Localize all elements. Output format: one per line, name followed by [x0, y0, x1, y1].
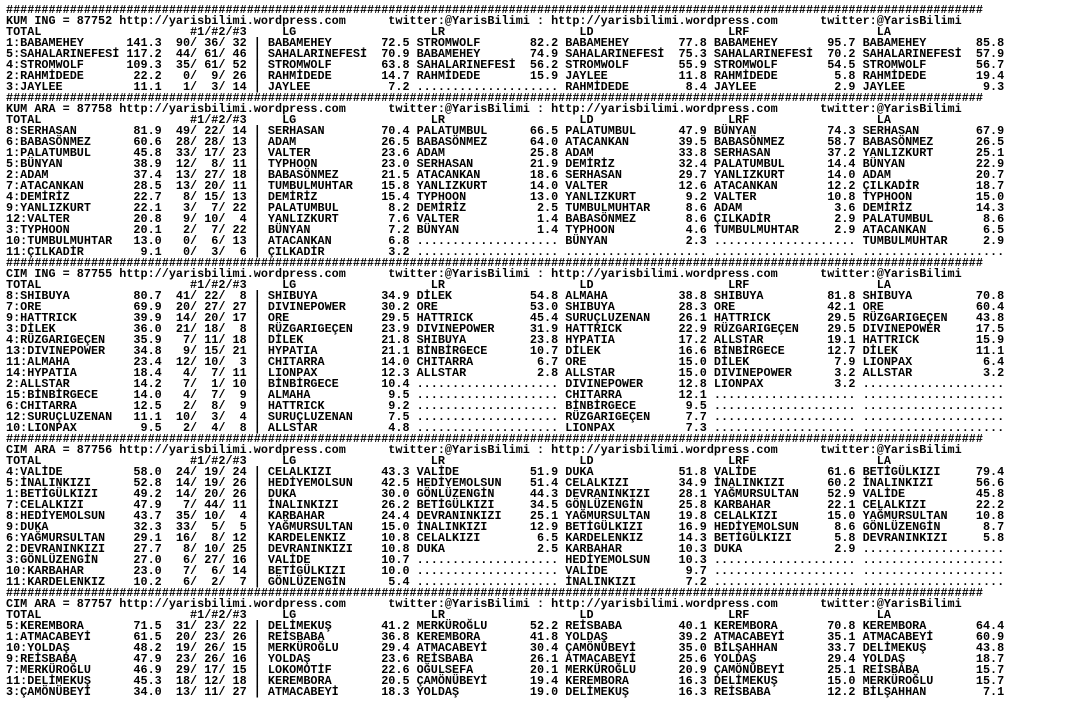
text-line: 11:ÇILKADİR 9.1 0/ 3/ 6 | ÇILKADİR 3.2 .................... .................... .................... .................... [6, 245, 1005, 259]
text-line: TOTAL #1/#2/#3 LG LR LD LRF LA [6, 25, 891, 39]
race-statistics-sheet [6, 5, 1066, 705]
text-line: 12:SURUÇLUZENAN 11.1 10/ 3/ 4 | SURUÇLUZENAN 7.5 .................... RÜZGARIGEÇEN 7.7 .................... .................... [6, 410, 1005, 424]
text-line: 3:TYPHOON 20.1 2/ 7/ 22 | BÜNYAN 7.2 BÜNYAN 1.4 TYPHOON 4.6 TUMBULMUHTAR 2.9 ATACANKAN 6.5 [6, 223, 1005, 237]
text-line: CIM ING = 87755 http://yarisbilimi.wordpress.com twitter:@YarisBilimi : http://yarisbilimi.wordpress.com twitter:@YarisBilimi [6, 267, 962, 281]
text-line: 1:BETİGÜLKIZI 49.2 14/ 20/ 26 | DUKA 30.0 GÖNLÜZENGİN 44.3 DEVRANINKIZI 28.1 YAĞMURSULTAN 52.9 VALİDE 45.8 [6, 487, 1005, 501]
text-line: 8:SHIBUYA 80.7 41/ 22/ 8 | SHIBUYA 34.9 DİLEK 54.8 ALMAHA 38.8 SHIBUYA 81.8 SHIBUYA 70.8 [6, 289, 1005, 303]
text-line: 10:YOLDAŞ 48.2 19/ 26/ 15 | MERKÜROĞLU 29.4 ATMACABEYİ 30.4 ÇAMÖNÜBEYİ 35.0 BİLŞAHHAN 33.7 DELİMEKUŞ 43.8 [6, 641, 1005, 655]
text-line: 15:BİNBİRGECE 14.0 4/ 7/ 9 | ALMAHA 9.5 .................... CHITARRA 12.1 .................... .................... [6, 388, 1005, 402]
text-line: ########################################################################################################################################## [6, 432, 983, 446]
text-line: 9:DUKA 32.3 33/ 5/ 5 | YAĞMURSULTAN 15.0 İNALINKIZI 12.9 BETİGÜLKIZI 16.9 HEDİYEMOLSUN 8.6 GÖNLÜZENGİN 8.7 [6, 520, 1005, 534]
text-line: 5:İNALINKIZI 52.8 14/ 19/ 26 | HEDİYEMOLSUN 42.5 HEDİYEMOLSUN 51.4 CELALKIZI 34.9 İNALINKIZI 60.2 İNALINKIZI 56.6 [6, 476, 1005, 490]
text-line: 2:ADAM 37.4 13/ 27/ 18 | BABASÖNMEZ 21.5 ATACANKAN 18.6 SERHASAN 29.7 YANLIZKURT 14.0 ADAM 20.7 [6, 168, 1005, 182]
text-line: 10:KARBAHAR 23.0 7/ 6/ 14 | BETİGÜLKIZI 10.0 .................... VALİDE 9.7 .................... .................... [6, 564, 1005, 578]
text-line: TOTAL #1/#2/#3 LG LR LD LRF LA [6, 454, 891, 468]
text-line: 13:DIVINEPOWER 34.8 9/ 15/ 21 | HYPATIA 21.1 BİNBİRGECE 10.7 DİLEK 16.6 BİNBİRGECE 12.7 DİLEK 11.1 [6, 344, 1005, 358]
text-line: 4:DEMİRİZ 22.7 8/ 15/ 13 | DEMİRİZ 15.4 TYPHOON 13.0 YANLIZKURT 9.2 VALTER 10.8 TYPHOON 15.0 [6, 190, 1005, 204]
text-line: 3:JAYLEE 11.1 1/ 3/ 14 | JAYLEE 7.2 .................... RAHMİDEDE 8.4 JAYLEE 2.9 JAYLEE 9.3 [6, 80, 1005, 94]
text-line: 2:ALLSTAR 14.2 7/ 1/ 10 | BİNBİRGECE 10.4 .................... DIVINEPOWER 12.8 LIONPAX 3.2 .................... [6, 377, 1005, 391]
text-line: 9:REİSBABA 47.9 23/ 26/ 16 | YOLDAŞ 23.6 REİSBABA 26.1 ATMACABEYİ 25.6 YOLDAŞ 29.4 YOLDAŞ 18.7 [6, 652, 1005, 666]
text-line: 9:HATTRICK 39.9 14/ 20/ 17 | ORE 29.5 HATTRICK 45.4 SURUÇLUZENAN 26.1 HATTRICK 29.5 RÜZGARIGEÇEN 43.8 [6, 311, 1005, 325]
text-line: 11:ALMAHA 23.4 12/ 10/ 3 | CHITARRA 14.0 CHITARRA 6.7 ORE 15.0 DİLEK 7.9 LIONPAX 6.4 [6, 355, 1005, 369]
text-line: 4:VALİDE 58.0 24/ 19/ 24 | CELALKIZI 43.3 VALİDE 51.9 DUKA 51.8 VALİDE 61.6 BETİGÜLKIZI 79.4 [6, 465, 1005, 479]
text-line: 2:RAHMİDEDE 22.2 0/ 9/ 26 | RAHMİDEDE 14.7 RAHMİDEDE 15.9 JAYLEE 11.8 RAHMİDEDE 5.8 RAHMİDEDE 19.4 [6, 69, 1005, 83]
text-line: 7:ORE 69.9 20/ 27/ 27 | DIVINEPOWER 30.2 ORE 53.0 SHIBUYA 28.3 ORE 42.1 ORE 60.4 [6, 300, 1005, 314]
text-line: CIM ARA = 87756 http://yarisbilimi.wordpress.com twitter:@YarisBilimi : http://yarisbilimi.wordpress.com twitter:@YarisBilimi [6, 443, 962, 457]
text-line: 6:CHITARRA 12.5 2/ 8/ 9 | HATTRICK 9.2 .................... BİNBİRGECE 9.5 .................... .................... [6, 399, 1005, 413]
text-line: 8:HEDİYEMOLSUN 43.7 35/ 10/ 4 | KARBAHAR 24.4 DEVRANINKIZI 25.1 YAĞMURSULTAN 19.8 CELALKIZI 15.0 YAĞMURSULTAN 10.8 [6, 509, 1005, 523]
text-line: 10:LIONPAX 9.5 2/ 4/ 8 | ALLSTAR 4.8 .................... LIONPAX 7.3 .................... .................... [6, 421, 1005, 435]
text-line: 14:HYPATIA 18.4 4/ 7/ 11 | LIONPAX 12.3 ALLSTAR 2.8 ALLSTAR 15.0 DIVINEPOWER 3.2 ALLSTAR 3.2 [6, 366, 1005, 380]
text-line: ########################################################################################################################################## [6, 256, 983, 270]
text-line: 12:VALTER 20.8 9/ 10/ 4 | YANLIZKURT 7.6 VALTER 1.4 BABASÖNMEZ 8.6 ÇILKADİR 2.9 PALATUMBUL 8.6 [6, 212, 1005, 226]
text-line: ########################################################################################################################################## [6, 586, 983, 600]
text-line: 5:SAHALARINEFESİ 117.2 44/ 61/ 46 | SAHALARINEFESİ 70.9 BABAMEHEY 74.9 SAHALARINEFESİ 75.3 SAHALARINEFESİ 70.2 SAHALARINEFESİ 57.9 [6, 47, 1005, 61]
text-line: 5:BÜNYAN 38.9 12/ 8/ 11 | TYPHOON 23.0 SERHASAN 21.9 DEMİRİZ 32.4 PALATUMBUL 14.4 BÜNYAN 22.9 [6, 157, 1005, 171]
text-line: 7:CELALKIZI 47.9 7/ 44/ 11 | İNALINKIZI 26.2 BETİGÜLKIZI 34.5 GÖNLÜZENGİN 25.8 KARBAHAR 22.1 CELALKIZI 22.2 [6, 498, 1005, 512]
text-line: TOTAL #1/#2/#3 LG LR LD LRF LA [6, 278, 891, 292]
text-line: 4:STROMWOLF 109.3 35/ 61/ 52 | STROMWOLF 63.8 SAHALARINEFESİ 56.2 STROMWOLF 55.9 STROMWOLF 54.5 STROMWOLF 56.7 [6, 58, 1005, 72]
text-line: KUM ING = 87752 http://yarisbilimi.wordpress.com twitter:@YarisBilimi : http://yarisbilimi.wordpress.com twitter:@YarisBilimi [6, 14, 962, 28]
text-line: 10:TUMBULMUHTAR 13.0 0/ 6/ 13 | ATACANKAN 6.8 .................... BÜNYAN 2.3 .................... TUMBULMUHTAR 2.9 [6, 234, 1005, 248]
text-line: 2:DEVRANINKIZI 27.7 8/ 10/ 25 | DEVRANINKIZI 10.8 DUKA 2.5 KARBAHAR 10.3 DUKA 2.9 .................... [6, 542, 1005, 556]
text-line: 6:BABASÖNMEZ 60.6 28/ 28/ 13 | ADAM 26.5 BABASÖNMEZ 64.0 ATACANKAN 39.5 BABASÖNMEZ 58.7 BABASÖNMEZ 26.5 [6, 135, 1005, 149]
text-line: 9:YANLIZKURT 22.1 3/ 7/ 22 | PALATUMBUL 8.2 DEMİRİZ 2.5 TUMBULMUHTAR 8.6 ADAM 3.6 DEMİRİZ 14.3 [6, 201, 1005, 215]
text-line: TOTAL #1/#2/#3 LG LR LD LRF LA [6, 608, 891, 622]
text-line: 3:DİLEK 36.0 21/ 18/ 8 | RÜZGARIGEÇEN 23.9 DIVINEPOWER 31.9 HATTRICK 22.9 RÜZGARIGEÇEN 29.5 DIVINEPOWER 17.5 [6, 322, 1005, 336]
text-line: TOTAL #1/#2/#3 LG LR LD LRF LA [6, 113, 891, 127]
text-line: ########################################################################################################################################## [6, 5, 983, 17]
text-line: 1:BABAMEHEY 141.3 90/ 36/ 32 | BABAMEHEY 72.5 STROMWOLF 82.2 BABAMEHEY 77.8 BABAMEHEY 95.7 BABAMEHEY 85.8 [6, 36, 1005, 50]
text-line: 1:PALATUMBUL 45.8 33/ 17/ 23 | VALTER 23.6 ADAM 25.8 ADAM 33.8 SERHASAN 37.2 YANLIZKURT 25.1 [6, 146, 1005, 160]
text-line: 8:SERHASAN 81.9 49/ 22/ 14 | SERHASAN 70.4 PALATUMBUL 66.5 PALATUMBUL 47.9 BÜNYAN 74.3 SERHASAN 67.9 [6, 124, 1005, 138]
text-line: 3:ÇAMÖNÜBEYİ 34.0 13/ 11/ 27 | ATMACABEYİ 18.3 YOLDAŞ 19.0 DELİMEKUŞ 16.3 REİSBABA 12.2 BİLŞAHHAN 7.1 [6, 685, 1005, 699]
text-line: 11:DELİMEKUŞ 45.3 18/ 12/ 18 | KEREMBORA 20.5 ÇAMÖNÜBEYİ 19.4 KEREMBORA 16.3 DELİMEKUŞ 15.0 MERKÜROĞLU 15.7 [6, 674, 1005, 688]
text-line: 3:GÖNLÜZENGİN 27.0 6/ 27/ 16 | VALİDE 10.7 .................... HEDİYEMOLSUN 10.3 .................... .................... [6, 553, 1005, 567]
text-line: KUM ARA = 87758 http://yarisbilimi.wordpress.com twitter:@YarisBilimi : http://yarisbilimi.wordpress.com twitter:@YarisBilimi [6, 102, 962, 116]
text-line: CIM ARA = 87757 http://yarisbilimi.wordpress.com twitter:@YarisBilimi : http://yarisbilimi.wordpress.com twitter:@YarisBilimi [6, 597, 962, 611]
text-line: 1:ATMACABEYİ 61.5 20/ 23/ 26 | REİSBABA 36.8 KEREMBORA 41.8 YOLDAŞ 39.2 ATMACABEYİ 35.1 ATMACABEYİ 60.9 [6, 630, 1005, 644]
text-line: 11:KARDELENKIZ 10.2 6/ 2/ 7 | GÖNLÜZENGİN 5.4 .................... İNALINKIZI 7.2 .................... .................... [6, 575, 1005, 589]
text-line: 4:RÜZGARIGEÇEN 35.9 7/ 11/ 18 | DİLEK 21.8 SHIBUYA 23.8 HYPATIA 17.2 ALLSTAR 19.1 HATTRICK 15.9 [6, 333, 1005, 347]
text-line: 5:KEREMBORA 71.5 31/ 23/ 22 | DELİMEKUŞ 41.2 MERKÜROĞLU 52.2 REİSBABA 40.1 KEREMBORA 70.8 KEREMBORA 64.4 [6, 619, 1005, 633]
text-line: ########################################################################################################################################## [6, 91, 983, 105]
text-line: 7:MERKÜROĞLU 46.9 29/ 17/ 15 | LOKOMOTİF 22.6 OĞULSEFA 20.1 MERKÜROĞLU 20.9 ÇAMÖNÜBEYİ 25.1 REİSBABA 15.7 [6, 663, 1005, 677]
text-line: 7:ATACANKAN 28.5 13/ 20/ 11 | TUMBULMUHTAR 15.8 YANLIZKURT 14.0 VALTER 12.6 ATACANKAN 12.2 ÇILKADİR 18.7 [6, 179, 1005, 193]
text-line: 6:YAĞMURSULTAN 29.1 16/ 8/ 12 | KARDELENKIZ 10.8 CELALKIZI 6.5 KARDELENKIZ 14.3 BETİGÜLKIZI 5.8 DEVRANINKIZI 5.8 [6, 531, 1005, 545]
